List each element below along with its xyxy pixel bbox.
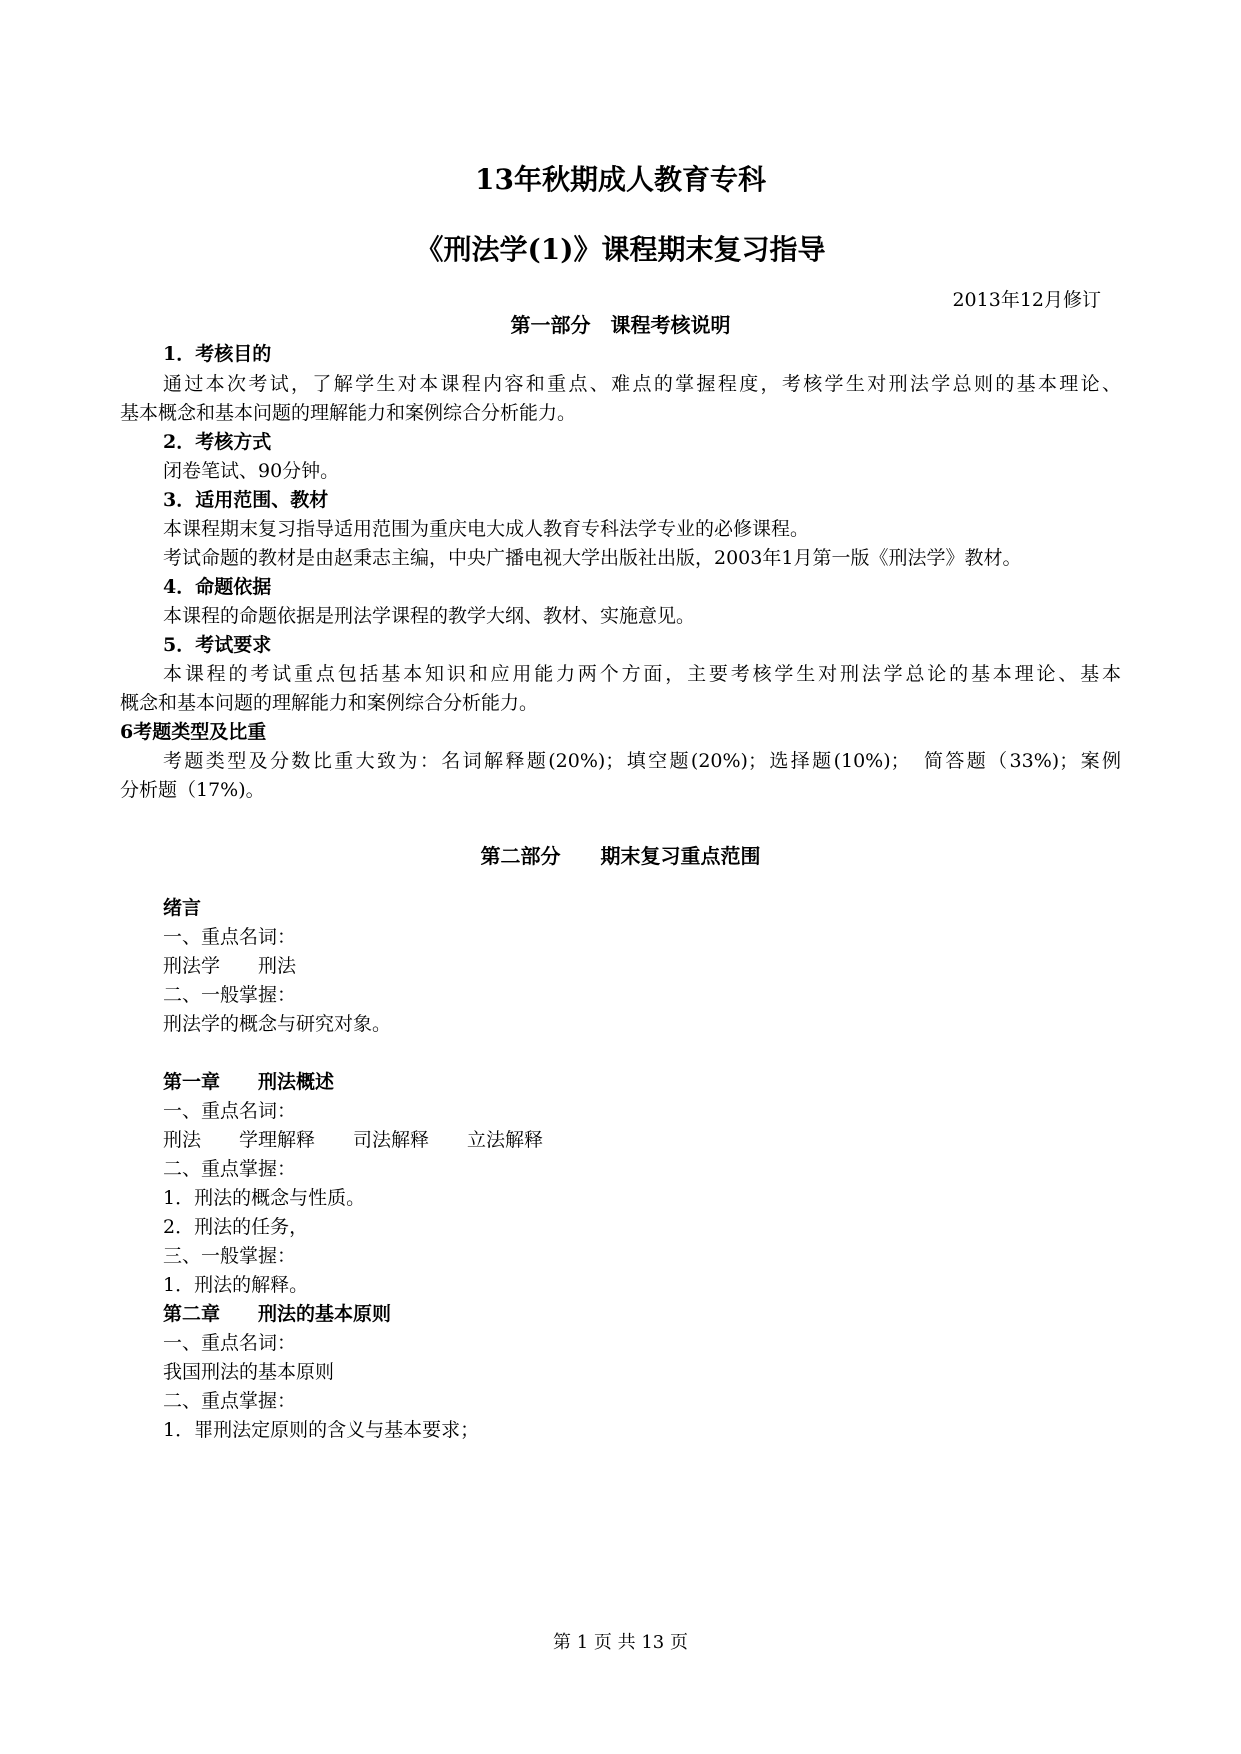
paragraph-line: 分析题（17%)。 (120, 779, 265, 801)
outline-line: 2．刑法的任务， (163, 1216, 309, 1238)
outline-line: 刑法 学理解释 司法解释 立法解释 (163, 1129, 544, 1151)
doc-title-line2: 《刑法学(1)》课程期末复习指导 (415, 233, 826, 266)
revision-date: 2013年12月修订 (952, 289, 1101, 311)
part2-heading: 第二部分 期末复习重点范围 (480, 844, 761, 868)
outline-line: 二、一般掌握： (163, 984, 297, 1006)
part1-heading: 第一部分 课程考核说明 (510, 313, 731, 337)
section-heading: 5．考试要求 (163, 634, 272, 656)
section-heading: 1．考核目的 (163, 343, 272, 365)
outline-line: 1．刑法的解释。 (163, 1274, 309, 1296)
paragraph-line: 通过本次考试，了解学生对本课程内容和重点、难点的掌握程度，考核学生对刑法学总则的基本理论、 (163, 373, 1121, 395)
section-heading: 3．适用范围、教材 (163, 489, 329, 511)
chapter-title: 第一章 刑法概述 (163, 1071, 335, 1093)
chapter-title: 绪言 (163, 897, 202, 919)
section-heading: 4．命题依据 (163, 576, 272, 598)
outline-line: 刑法学的概念与研究对象。 (163, 1013, 392, 1035)
paragraph-line: 考题类型及分数比重大致为：名词解释题(20%)；填空题(20%)；选择题(10%)； 简答题（33%)；案例 (163, 750, 1121, 772)
outline-line: 1．刑法的概念与性质。 (163, 1187, 366, 1209)
outline-line: 二、重点掌握： (163, 1390, 297, 1412)
outline-line: 一、重点名词： (163, 1100, 297, 1122)
outline-line: 我国刑法的基本原则 (163, 1361, 335, 1383)
paragraph-line: 本课程的考试重点包括基本知识和应用能力两个方面，主要考核学生对刑法学总论的基本理论、基本 (163, 663, 1121, 685)
outline-line: 1．罪刑法定原则的含义与基本要求； (163, 1419, 480, 1441)
paragraph-line: 本课程期末复习指导适用范围为重庆电大成人教育专科法学专业的必修课程。 (163, 518, 810, 540)
section-heading: 2．考核方式 (163, 431, 272, 453)
chapter-title: 第二章 刑法的基本原则 (163, 1303, 392, 1325)
paragraph-line: 闭卷笔试、90分钟。 (163, 460, 340, 482)
outline-line: 一、重点名词： (163, 1332, 297, 1354)
paragraph-line: 考试命题的教材是由赵秉志主编，中央广播电视大学出版社出版，2003年1月第一版《刑法学》教材。 (163, 547, 1022, 569)
outline-line: 三、一般掌握： (163, 1245, 297, 1267)
paragraph-line: 本课程的命题依据是刑法学课程的教学大纲、教材、实施意见。 (163, 605, 696, 627)
doc-title-line1: 13年秋期成人教育专科 (475, 163, 766, 196)
outline-line: 刑法学 刑法 (163, 955, 297, 977)
paragraph-line: 概念和基本问题的理解能力和案例综合分析能力。 (120, 692, 539, 714)
outline-line: 一、重点名词： (163, 926, 297, 948)
paragraph-line: 基本概念和基本问题的理解能力和案例综合分析能力。 (120, 402, 577, 424)
section-heading: 6考题类型及比重 (120, 721, 267, 743)
outline-line: 二、重点掌握： (163, 1158, 297, 1180)
page-footer: 第 1 页 共 13 页 (553, 1632, 688, 1653)
